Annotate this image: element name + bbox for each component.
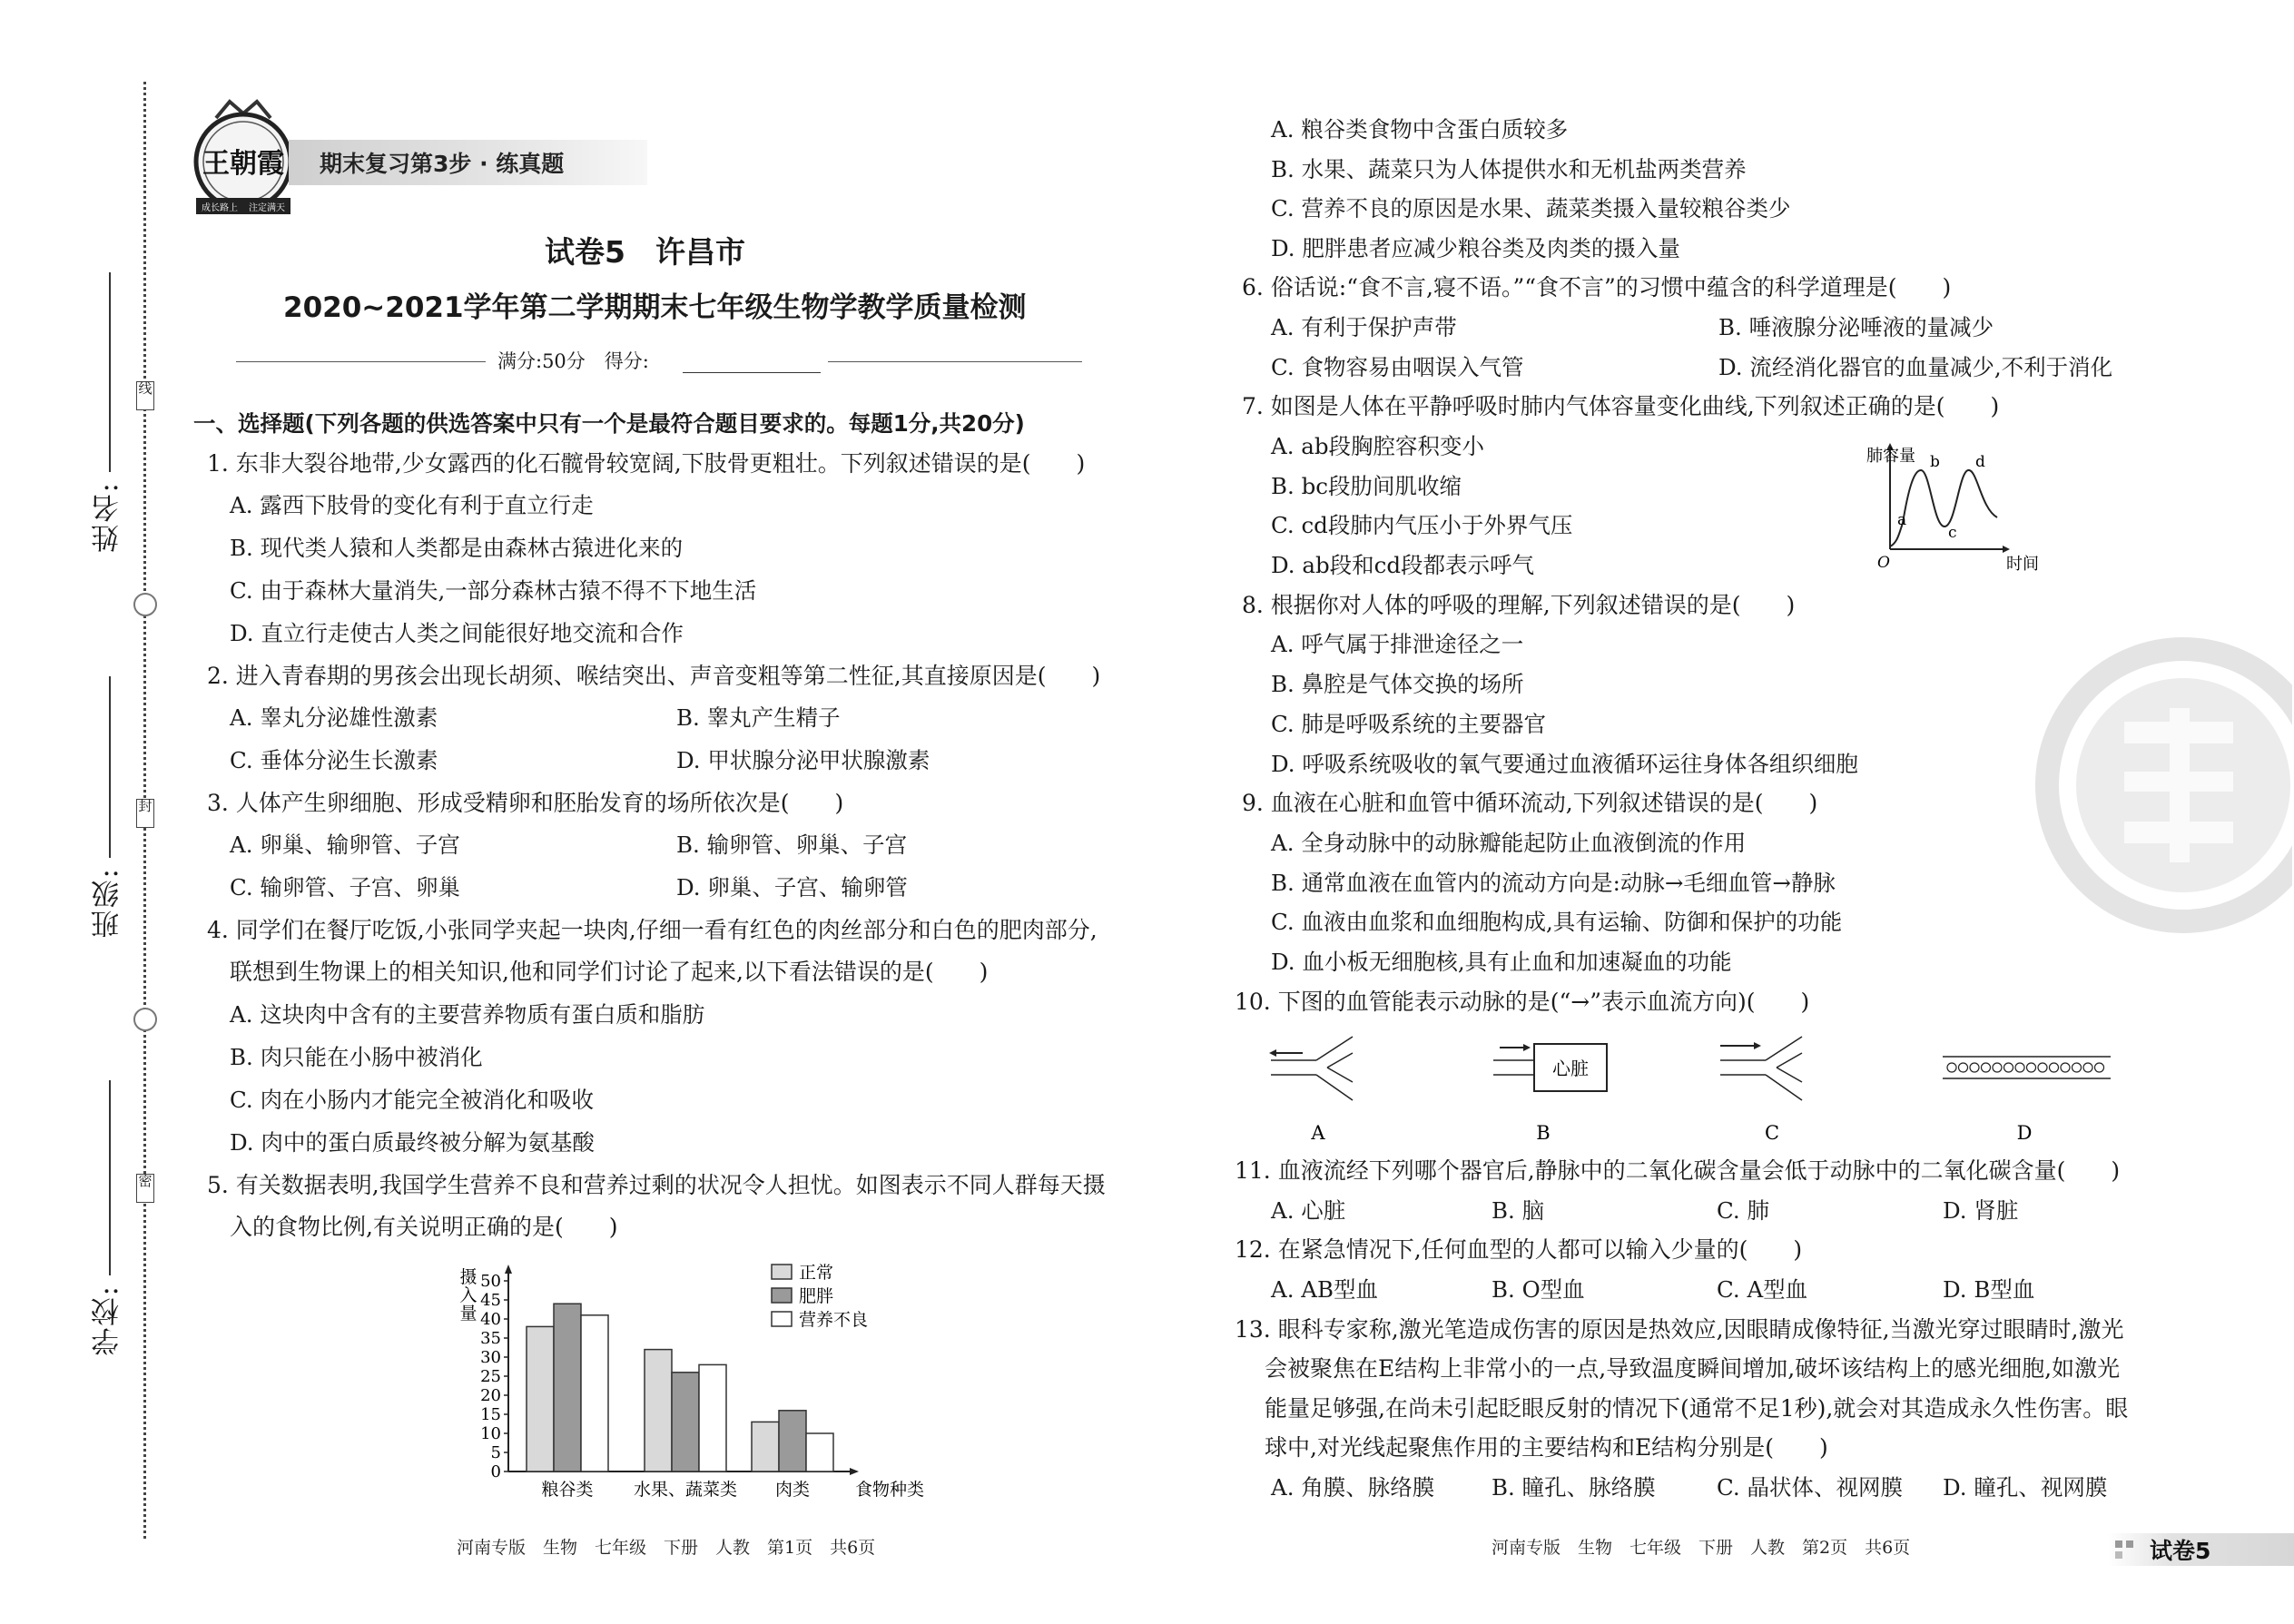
q3-option-a[interactable]: A. 卵巢、输卵管、子宫 bbox=[230, 832, 460, 858]
page-subtitle: 2020~2021学年第二学期期末七年级生物学教学质量检测 bbox=[283, 291, 1027, 324]
q2-option-a[interactable]: A. 睾丸分泌雄性激素 bbox=[230, 704, 438, 731]
q11-option-a[interactable]: A. 心脏 bbox=[1271, 1197, 1346, 1224]
chart-x-label: 食物种类 bbox=[854, 1480, 925, 1500]
score-rule-left bbox=[236, 361, 486, 362]
q7-option-a[interactable]: A. ab段胸腔容积变小 bbox=[1271, 433, 1485, 459]
q7-origin: O bbox=[1877, 554, 1890, 572]
q7-lung-volume-figure bbox=[1861, 436, 2061, 581]
capillary-cell bbox=[2015, 1063, 2024, 1072]
chart-y-tick-label: 40 bbox=[480, 1310, 501, 1329]
q2-stem: 2. 进入青春期的男孩会出现长胡须、喉结突出、声音变粗等第二性征,其直接原因是( ) bbox=[207, 663, 1101, 689]
q5-stem-line2: 入的食物比例,有关说明正确的是( ) bbox=[230, 1214, 618, 1240]
chart-y-tick-label: 20 bbox=[480, 1386, 501, 1405]
chart-y-tick-label: 45 bbox=[480, 1291, 501, 1310]
q3-stem: 3. 人体产生卵细胞、形成受精卵和胚胎发育的场所依次是( ) bbox=[207, 790, 844, 816]
chart-y-tick-label: 0 bbox=[490, 1462, 501, 1481]
q5-option-d[interactable]: D. 肥胖患者应减少粮谷类及肉类的摄入量 bbox=[1271, 235, 1680, 261]
q13-stem-line1: 13. 眼科专家称,激光笔造成伤害的原因是热效应,因眼睛成像特征,当激光穿过眼睛时,激光 bbox=[1235, 1316, 2124, 1343]
q10-vessel-figures bbox=[1262, 1026, 2133, 1144]
q9-option-b[interactable]: B. 通常血液在血管内的流动方向是:动脉→毛细血管→静脉 bbox=[1271, 870, 1836, 896]
q2-option-c[interactable]: C. 垂体分泌生长激素 bbox=[230, 747, 438, 773]
q4-option-a[interactable]: A. 这块肉中含有的主要营养物质有蛋白质和脂肪 bbox=[230, 1001, 705, 1028]
capillary-cell bbox=[2027, 1063, 2036, 1072]
q9-option-c[interactable]: C. 血液由血浆和血细胞构成,具有运输、防御和保护的功能 bbox=[1271, 909, 1843, 935]
capillary-cell bbox=[1947, 1063, 1956, 1072]
q4-stem-line1: 4. 同学们在餐厅吃饭,小张同学夹起一块肉,仔细一看有红色的肉丝部分和白色的肥肉部分, bbox=[207, 917, 1098, 943]
chart-y-tick-label: 50 bbox=[480, 1272, 501, 1291]
q13-stem-line2: 会被聚焦在E结构上非常小的一点,导致温度瞬间增加,破坏该结构上的感光细胞,如激光 bbox=[1265, 1355, 2121, 1382]
svg-text:注定满天: 注定满天 bbox=[249, 203, 285, 213]
q4-option-c[interactable]: C. 肉在小肠内才能完全被消化和吸收 bbox=[230, 1087, 594, 1113]
q7-option-c[interactable]: C. cd段肺内气压小于外界气压 bbox=[1271, 512, 1573, 538]
svg-text:成长路上: 成长路上 bbox=[202, 203, 238, 213]
vessel-d-figure bbox=[1943, 1057, 2111, 1078]
q7-point-b: b bbox=[1930, 453, 1940, 471]
q4-option-b[interactable]: B. 肉只能在小肠中被消化 bbox=[230, 1044, 483, 1070]
q3-option-b[interactable]: B. 输卵管、卵巢、子宫 bbox=[676, 832, 908, 858]
q13-option-b[interactable]: B. 瞳孔、脉络膜 bbox=[1492, 1474, 1656, 1501]
q1-stem: 1. 东非大裂谷地带,少女露西的化石髋骨较宽阔,下肢骨更粗壮。下列叙述错误的是( ) bbox=[207, 450, 1086, 477]
paper-tab-label: 试卷5 bbox=[2150, 1538, 2211, 1564]
q13-option-d[interactable]: D. 瞳孔、视网膜 bbox=[1943, 1474, 2108, 1501]
q6-option-c[interactable]: C. 食物容易由咽误入气管 bbox=[1271, 354, 1524, 380]
q7-point-a: a bbox=[1897, 511, 1907, 529]
footer-right: 河南专版 生物 七年级 下册 人教 第2页 共6页 bbox=[1492, 1538, 1911, 1558]
q12-option-d[interactable]: D. B型血 bbox=[1943, 1276, 2035, 1303]
chart-bar bbox=[779, 1411, 806, 1471]
chart-y-label: 入 bbox=[459, 1285, 478, 1305]
q1-option-b[interactable]: B. 现代类人猿和人类都是由森林古猿进化来的 bbox=[230, 535, 684, 561]
q7-stem: 7. 如图是人体在平静呼吸时肺内气体容量变化曲线,下列叙述正确的是( ) bbox=[1242, 393, 2000, 419]
chart-bar bbox=[752, 1422, 779, 1471]
chart-y-tick-label: 5 bbox=[490, 1443, 501, 1462]
q10-stem: 10. 下图的血管能表示动脉的是(“→”表示血流方向)( ) bbox=[1235, 989, 1810, 1015]
q8-stem: 8. 根据你对人体的呼吸的理解,下列叙述错误的是( ) bbox=[1242, 592, 1796, 618]
class-label: 班级: bbox=[92, 867, 124, 939]
q9-option-d[interactable]: D. 血小板无细胞核,具有止血和加速凝血的功能 bbox=[1271, 949, 1732, 975]
capillary-cell bbox=[1982, 1063, 1991, 1072]
q4-stem-line2: 联想到生物课上的相关知识,他和同学们讨论了起来,以下看法错误的是( ) bbox=[230, 959, 989, 985]
q3-option-d[interactable]: D. 卵巢、子宫、输卵管 bbox=[676, 874, 908, 901]
score-line: 满分:50分 得分: bbox=[497, 350, 649, 372]
q12-option-b[interactable]: B. O型血 bbox=[1492, 1276, 1585, 1303]
q2-option-b[interactable]: B. 睾丸产生精子 bbox=[676, 704, 841, 731]
chart-y-tick-label: 25 bbox=[480, 1367, 501, 1386]
tab-dot-3 bbox=[2115, 1551, 2122, 1559]
q7-option-b[interactable]: B. bc段肋间肌收缩 bbox=[1271, 473, 1462, 499]
q6-option-b[interactable]: B. 唾液腺分泌唾液的量减少 bbox=[1718, 314, 1994, 340]
q13-stem-line4: 球中,对光线起聚焦作用的主要结构和E结构分别是( ) bbox=[1265, 1434, 1828, 1461]
school-fill-line[interactable] bbox=[109, 1080, 111, 1275]
q1-option-a[interactable]: A. 露西下肢骨的变化有利于直立行走 bbox=[230, 492, 594, 518]
chart-y-tick-label: 35 bbox=[480, 1329, 501, 1348]
page-title: 试卷5 许昌市 bbox=[545, 234, 745, 270]
q7-ylabel-1: 肺容量 bbox=[1866, 447, 1915, 466]
q13-stem-line3: 能量足够强,在尚未引起眨眼反射的情况下(通常不足1秒),就会对其造成永久性伤害。眼 bbox=[1265, 1395, 2129, 1422]
q7-xlabel: 时间 bbox=[2006, 555, 2039, 574]
chart-y-tick-label: 30 bbox=[480, 1348, 501, 1367]
q5-option-c[interactable]: C. 营养不良的原因是水果、蔬菜类摄入量较粮谷类少 bbox=[1271, 195, 1791, 221]
chart-bar bbox=[554, 1304, 581, 1471]
chart-y-tick-label: 10 bbox=[480, 1424, 501, 1443]
vessel-a-label[interactable]: A bbox=[1311, 1122, 1325, 1144]
q8-option-a[interactable]: A. 呼气属于排泄途径之一 bbox=[1271, 631, 1524, 657]
q8-option-d[interactable]: D. 呼吸系统吸收的氧气要通过血液循环运往身体各组织细胞 bbox=[1271, 751, 1858, 777]
capillary-cell bbox=[1993, 1063, 2002, 1072]
footer-left: 河南专版 生物 七年级 下册 人教 第1页 共6页 bbox=[457, 1538, 876, 1558]
binding-hole-2 bbox=[133, 1008, 157, 1031]
q8-option-c[interactable]: C. 肺是呼吸系统的主要器官 bbox=[1271, 711, 1546, 737]
q12-option-a[interactable]: A. AB型血 bbox=[1271, 1276, 1378, 1303]
capillary-cell bbox=[2004, 1063, 2013, 1072]
q5-option-b[interactable]: B. 水果、蔬菜只为人体提供水和无机盐两类营养 bbox=[1271, 156, 1747, 182]
chart-legend-label: 营养不良 bbox=[799, 1310, 869, 1330]
name-label: 姓名: bbox=[92, 481, 124, 553]
capillary-cell bbox=[2050, 1063, 2059, 1072]
score-rule-right bbox=[828, 361, 1082, 362]
chart-legend-label: 正常 bbox=[799, 1263, 834, 1283]
q13-option-c[interactable]: C. 晶状体、视网膜 bbox=[1717, 1474, 1903, 1501]
q7-option-d[interactable]: D. ab段和cd段都表示呼气 bbox=[1271, 552, 1535, 578]
q5-bar-chart bbox=[427, 1257, 953, 1502]
q11-option-b[interactable]: B. 脑 bbox=[1492, 1197, 1545, 1224]
capillary-cell bbox=[1959, 1063, 1968, 1072]
q6-option-a[interactable]: A. 有利于保护声带 bbox=[1271, 314, 1457, 340]
capillary-cell bbox=[1970, 1063, 1979, 1072]
svg-text:王朝霞: 王朝霞 bbox=[202, 148, 284, 180]
capillary-cell bbox=[2095, 1063, 2104, 1072]
q5-option-a[interactable]: A. 粮谷类食物中含蛋白质较多 bbox=[1271, 116, 1569, 143]
chart-x-tick-label: 水果、蔬菜类 bbox=[633, 1480, 738, 1500]
chart-legend-swatch bbox=[772, 1288, 792, 1303]
tab-dot-2 bbox=[2126, 1540, 2133, 1548]
chart-x-tick-label: 肉类 bbox=[774, 1480, 811, 1500]
q2-option-d[interactable]: D. 甲状腺分泌甲状腺激素 bbox=[676, 747, 930, 773]
chart-y-axis-arrow bbox=[505, 1265, 512, 1274]
chart-bar bbox=[699, 1364, 726, 1471]
name-fill-line[interactable] bbox=[109, 272, 111, 472]
q7-point-c: c bbox=[1948, 524, 1957, 542]
vessel-c-label[interactable]: C bbox=[1764, 1122, 1780, 1144]
chart-bar bbox=[527, 1326, 554, 1471]
chart-bar bbox=[672, 1373, 699, 1471]
chart-y-label: 摄 bbox=[459, 1267, 478, 1287]
q5-stem-line1: 5. 有关数据表明,我国学生营养不良和营养过剩的状况令人担忧。如图表示不同人群每天摄 bbox=[207, 1172, 1106, 1198]
watermark-seal bbox=[2020, 635, 2292, 935]
chart-x-tick-label: 粮谷类 bbox=[541, 1480, 594, 1500]
vessel-c-figure bbox=[1720, 1037, 1802, 1100]
q12-option-c[interactable]: C. A型血 bbox=[1717, 1276, 1808, 1303]
chart-bar bbox=[645, 1350, 672, 1471]
chart-bar bbox=[806, 1433, 833, 1471]
binding-mark-secret: 密 bbox=[136, 1174, 154, 1203]
vessel-d-label[interactable]: D bbox=[2016, 1122, 2033, 1144]
chart-legend-swatch bbox=[772, 1265, 792, 1279]
class-fill-line[interactable] bbox=[109, 676, 111, 858]
chart-legend-label: 肥胖 bbox=[799, 1286, 834, 1306]
chart-x-axis-arrow bbox=[850, 1468, 859, 1475]
q6-stem: 6. 俗话说:“食不言,寝不语。”“食不言”的习惯中蕴含的科学道理是( ) bbox=[1242, 274, 1952, 300]
capillary-cell bbox=[2072, 1063, 2082, 1072]
vessel-b-label[interactable]: B bbox=[1536, 1122, 1551, 1144]
q9-stem: 9. 血液在心脏和血管中循环流动,下列叙述错误的是( ) bbox=[1242, 790, 1818, 816]
q7-point-d: d bbox=[1975, 453, 1985, 471]
q4-option-d[interactable]: D. 肉中的蛋白质最终被分解为氨基酸 bbox=[230, 1129, 595, 1156]
q6-option-d[interactable]: D. 流经消化器官的血量减少,不利于消化 bbox=[1718, 354, 2113, 380]
score-input[interactable] bbox=[683, 372, 821, 373]
q3-option-c[interactable]: C. 输卵管、子宫、卵巢 bbox=[230, 874, 460, 901]
q8-option-b[interactable]: B. 鼻腔是气体交换的场所 bbox=[1271, 671, 1524, 697]
q11-stem: 11. 血液流经下列哪个器官后,静脉中的二氧化碳含量会低于动脉中的二氧化碳含量( ) bbox=[1235, 1157, 2121, 1184]
tab-dot-1 bbox=[2115, 1540, 2122, 1548]
brand-logo bbox=[180, 91, 307, 218]
q11-option-d[interactable]: D. 肾脏 bbox=[1943, 1197, 2019, 1224]
heart-label: 心脏 bbox=[1552, 1058, 1589, 1079]
school-label: 学校: bbox=[92, 1284, 124, 1356]
q1-option-d[interactable]: D. 直立行走使古人类之间能很好地交流和合作 bbox=[230, 620, 684, 646]
vessel-b-figure bbox=[1493, 1044, 1607, 1091]
capillary-cell bbox=[2061, 1063, 2070, 1072]
vessel-a-figure bbox=[1269, 1037, 1353, 1100]
binding-mark-line: 线 bbox=[136, 381, 154, 410]
q13-option-a[interactable]: A. 角膜、脉络膜 bbox=[1271, 1474, 1435, 1501]
chart-bar bbox=[581, 1315, 608, 1471]
section-heading: 一、选择题(下列各题的供选答案中只有一个是最符合题目要求的。每题1分,共20分) bbox=[193, 410, 1025, 437]
chart-y-tick-label: 15 bbox=[480, 1405, 501, 1424]
banner-text: 期末复习第3步 · 练真题 bbox=[320, 151, 565, 177]
binding-mark-seal: 封 bbox=[136, 799, 154, 828]
binding-hole-1 bbox=[133, 593, 157, 616]
chart-y-label: 量 bbox=[459, 1304, 478, 1324]
q12-stem: 12. 在紧急情况下,任何血型的人都可以输入少量的( ) bbox=[1235, 1236, 1803, 1263]
q9-option-a[interactable]: A. 全身动脉中的动脉瓣能起防止血液倒流的作用 bbox=[1271, 830, 1747, 856]
q11-option-c[interactable]: C. 肺 bbox=[1717, 1197, 1769, 1224]
capillary-cell bbox=[2038, 1063, 2047, 1072]
chart-legend-swatch bbox=[772, 1312, 792, 1326]
capillary-cell bbox=[2083, 1063, 2092, 1072]
q1-option-c[interactable]: C. 由于森林大量消失,一部分森林古猿不得不下地生活 bbox=[230, 577, 757, 604]
